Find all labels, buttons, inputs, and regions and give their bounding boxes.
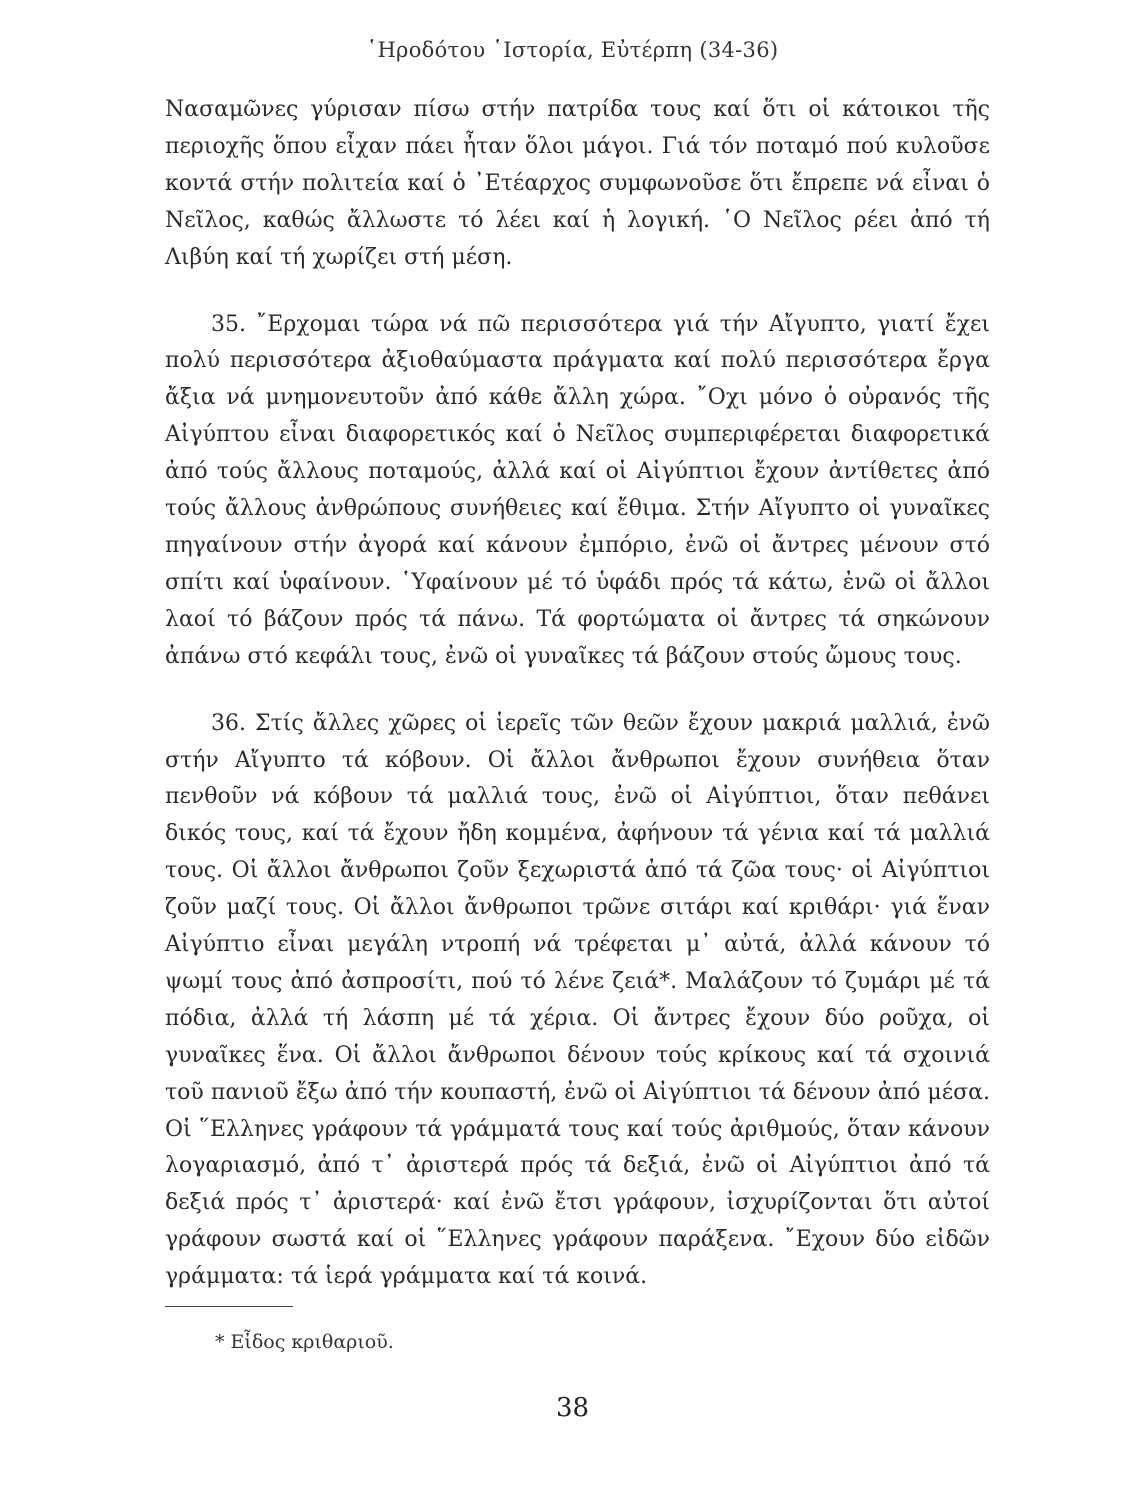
paragraph-section-36: 36. Στίς ἄλλες χῶρες οἱ ἱερεῖς τῶν θεῶν ἔχουν μακριά μαλλιά, ἐνῶ στήν Αἴγυπτο τά κόβουν. Οἱ ἄλλοι ἄνθρωποι ἔχουν συνήθεια ὅταν πενθοῦν νά κόβουν τά μαλλιά τους, ἐνῶ οἱ Αἰγύπτιοι, ὅταν πεθάνει δικός τους, καί τά ἔχουν ἤδη κομμένα, ἀφήνουν τά γένια καί τά μαλλιά τους. Οἱ ἄλλοι ἄνθρωποι ζοῦν ξεχωριστά ἀπό τά ζῶα τους· οἱ Αἰγύπτιοι ζοῦν μαζί τους. Οἱ ἄλλοι ἄνθρωποι τρῶνε σιτάρι καί κριθάρι· γιά ἕναν Αἰγύπτιο εἶναι μεγάλη ντροπή νά τρέφεται μ᾿ αὐτά, ἀλλά κάνουν τό ψωμί τους ἀπό ἀσπροσίτι, πού τό λένε ζειά*. Μαλάζουν τό ζυμάρι μέ τά πόδια, ἀλλά τή λάσπη μέ τά χέρια. Οἱ ἄντρες ἔχουν δύο ροῦχα, οἱ γυναῖκες ἕνα. Οἱ ἄλλοι ἄνθρωποι δένουν τούς κρίκους καί τά σχοινιά τοῦ πανιοῦ ἔξω ἀπό τήν κουπαστή, ἐνῶ οἱ Αἰγύπτιοι τά δένουν ἀπό μέσα. Οἱ ῞Ελληνες γράφουν τά γράμματά τους καί τούς ἀριθμούς, ὅταν κάνουν λογαριασμό, ἀπό τ᾿ ἀριστερά πρός τά δεξιά, ἐνῶ οἱ Αἰγύπτιοι ἀπό τά δεξιά πρός τ᾿ ἀριστερά· καί ἐνῶ ἔτσι γράφουν, ἰσχυρίζονται ὅτι αὐτοί γράφουν σωστά καί οἱ ῞Ελληνες γράφουν παράξενα. ῎Εχουν δύο εἰδῶν γράμματα: τά ἱερά γράμματα καί τά κοινά. [165,710,990,1290]
main-text [165,92,990,1296]
footnote-divider [165,1306,293,1307]
footnote: * Εἶδος κριθαριοῦ. [215,1331,394,1353]
paragraph-continuation: Νασαμῶνες γύρισαν πίσω στήν πατρίδα τους καί ὅτι οἱ κάτοικοι τῆς περιοχῆς ὅπου εἶχαν πάει ἦταν ὅλοι μάγοι. Γιά τόν ποταμό πού κυλοῦσε κοντά στήν πολιτεία καί ὁ ᾿Ετέαρχος συμφωνοῦσε ὅτι ἔπρεπε νά εἶναι ὁ Νεῖλος, καθώς ἄλλωστε τό λέει καί ἡ λογική. ῾Ο Νεῖλος ρέει ἀπό τή Λιβύη καί τή χωρίζει στή μέση. [165,97,990,270]
paragraph-section-35: 35. ῎Ερχομαι τώρα νά πῶ περισσότερα γιά τήν Αἴγυπτο, γιατί ἔχει πολύ περισσότερα ἀξιοθαύμαστα πράγματα καί πολύ περισσότερα ἔργα ἄξια νά μνημονευτοῦν ἀπό κάθε ἄλλη χώρα. ῎Οχι μόνο ὁ οὐρανός τῆς Αἰγύπτου εἶναι διαφορετικός καί ὁ Νεῖλος συμπεριφέρεται διαφορετικά ἀπό τούς ἄλλους ποταμούς, ἀλλά καί οἱ Αἰγύπτιοι ἔχουν ἀντίθετες ἀπό τούς ἄλλους ἀνθρώπους συνήθειες καί ἔθιμα. Στήν Αἴγυπτο οἱ γυναῖκες πηγαίνουν στήν ἀγορά καί κάνουν ἐμπόριο, ἐνῶ οἱ ἄντρες μένουν στό σπίτι καί ὑφαίνουν. ῾Υφαίνουν μέ τό ὑφάδι πρός τά κάτω, ἐνῶ οἱ ἄλλοι λαοί τό βάζουν πρός τά πάνω. Τά φορτώματα οἱ ἄντρες τά σηκώνουν ἀπάνω στό κεφάλι τους, ἐνῶ οἱ γυναῖκες τά βάζουν στούς ὤμους τους. [165,311,990,669]
page-number: 38 [555,1393,590,1423]
running-title: ῾Ηροδότου ῾Ιστορία, Εὐτέρπη (34-36) [366,38,779,62]
